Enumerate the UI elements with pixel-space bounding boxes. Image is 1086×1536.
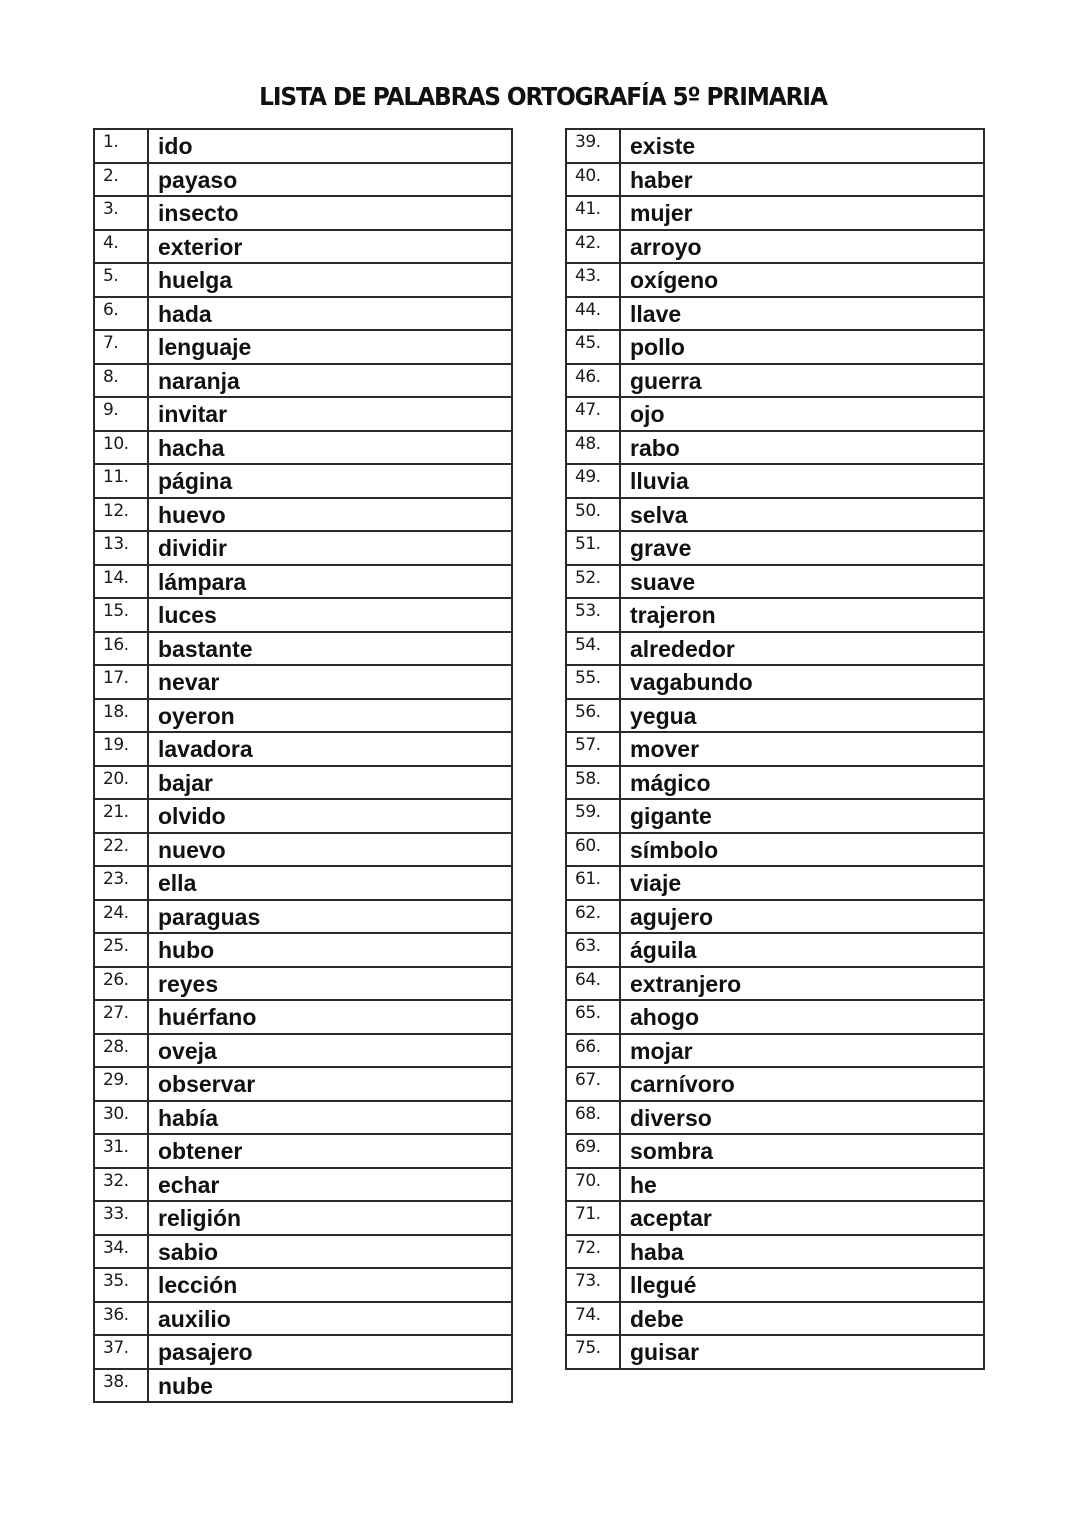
word-number: 27. bbox=[94, 1000, 148, 1034]
word-cell: observar bbox=[148, 1067, 512, 1101]
word-row bbox=[94, 431, 512, 465]
word-row bbox=[566, 967, 984, 1001]
word-number: 61. bbox=[566, 866, 620, 900]
word-cell: pasajero bbox=[148, 1335, 512, 1369]
word-number: 73. bbox=[566, 1268, 620, 1302]
word-cell: mojar bbox=[620, 1034, 984, 1068]
word-cell: alrededor bbox=[620, 632, 984, 666]
word-row bbox=[566, 1168, 984, 1202]
word-row bbox=[566, 498, 984, 532]
word-row bbox=[566, 565, 984, 599]
word-number: 20. bbox=[94, 766, 148, 800]
word-number: 59. bbox=[566, 799, 620, 833]
word-row bbox=[566, 1302, 984, 1336]
word-number: 7. bbox=[94, 330, 148, 364]
word-cell: símbolo bbox=[620, 833, 984, 867]
word-cell: viaje bbox=[620, 866, 984, 900]
word-number: 75. bbox=[566, 1335, 620, 1369]
word-row bbox=[566, 397, 984, 431]
word-row bbox=[94, 129, 512, 163]
word-number: 32. bbox=[94, 1168, 148, 1202]
word-number: 64. bbox=[566, 967, 620, 1001]
word-number: 74. bbox=[566, 1302, 620, 1336]
word-cell: hada bbox=[148, 297, 512, 331]
word-cell: he bbox=[620, 1168, 984, 1202]
word-number: 14. bbox=[94, 565, 148, 599]
word-row bbox=[566, 766, 984, 800]
word-cell: ella bbox=[148, 866, 512, 900]
word-row bbox=[94, 632, 512, 666]
word-row bbox=[94, 1302, 512, 1336]
word-row bbox=[94, 1369, 512, 1403]
word-number: 16. bbox=[94, 632, 148, 666]
word-number: 70. bbox=[566, 1168, 620, 1202]
word-row bbox=[94, 196, 512, 230]
word-cell: lámpara bbox=[148, 565, 512, 599]
word-row bbox=[94, 397, 512, 431]
word-number: 36. bbox=[94, 1302, 148, 1336]
word-cell: grave bbox=[620, 531, 984, 565]
word-cell: vagabundo bbox=[620, 665, 984, 699]
word-number: 60. bbox=[566, 833, 620, 867]
word-row bbox=[566, 163, 984, 197]
word-row bbox=[566, 263, 984, 297]
word-number: 11. bbox=[94, 464, 148, 498]
word-cell: sabio bbox=[148, 1235, 512, 1269]
word-number: 69. bbox=[566, 1134, 620, 1168]
word-number: 52. bbox=[566, 565, 620, 599]
word-number: 9. bbox=[94, 397, 148, 431]
word-number: 26. bbox=[94, 967, 148, 1001]
word-cell: haba bbox=[620, 1235, 984, 1269]
word-cell: oyeron bbox=[148, 699, 512, 733]
word-cell: olvido bbox=[148, 799, 512, 833]
word-number: 50. bbox=[566, 498, 620, 532]
word-cell: nube bbox=[148, 1369, 512, 1403]
word-number: 13. bbox=[94, 531, 148, 565]
word-row bbox=[566, 665, 984, 699]
word-cell: oxígeno bbox=[620, 263, 984, 297]
word-cell: nuevo bbox=[148, 833, 512, 867]
word-row bbox=[94, 866, 512, 900]
word-number: 66. bbox=[566, 1034, 620, 1068]
word-cell: huérfano bbox=[148, 1000, 512, 1034]
word-cell: luces bbox=[148, 598, 512, 632]
word-number: 5. bbox=[94, 263, 148, 297]
word-cell: carnívoro bbox=[620, 1067, 984, 1101]
word-cell: bastante bbox=[148, 632, 512, 666]
word-number: 63. bbox=[566, 933, 620, 967]
word-row bbox=[566, 364, 984, 398]
word-row bbox=[94, 163, 512, 197]
page-title: LISTA DE PALABRAS ORTOGRAFÍA 5º PRIMARIA bbox=[259, 82, 827, 111]
word-cell: debe bbox=[620, 1302, 984, 1336]
word-row bbox=[566, 1335, 984, 1369]
word-number: 2. bbox=[94, 163, 148, 197]
word-cell: diverso bbox=[620, 1101, 984, 1135]
word-number: 51. bbox=[566, 531, 620, 565]
word-cell: ido bbox=[148, 129, 512, 163]
word-cell: mujer bbox=[620, 196, 984, 230]
word-number: 53. bbox=[566, 598, 620, 632]
word-row bbox=[566, 196, 984, 230]
word-row bbox=[566, 330, 984, 364]
word-row bbox=[566, 297, 984, 331]
word-number: 21. bbox=[94, 799, 148, 833]
word-cell: dividir bbox=[148, 531, 512, 565]
word-cell: huelga bbox=[148, 263, 512, 297]
word-cell: agujero bbox=[620, 900, 984, 934]
word-cell: bajar bbox=[148, 766, 512, 800]
word-number: 44. bbox=[566, 297, 620, 331]
word-number: 3. bbox=[94, 196, 148, 230]
word-cell: invitar bbox=[148, 397, 512, 431]
word-cell: página bbox=[148, 464, 512, 498]
word-cell: exterior bbox=[148, 230, 512, 264]
word-row bbox=[566, 1201, 984, 1235]
word-row bbox=[94, 1268, 512, 1302]
word-row bbox=[94, 297, 512, 331]
word-number: 43. bbox=[566, 263, 620, 297]
word-number: 33. bbox=[94, 1201, 148, 1235]
word-cell: trajeron bbox=[620, 598, 984, 632]
word-cell: mover bbox=[620, 732, 984, 766]
word-number: 23. bbox=[94, 866, 148, 900]
word-cell: guerra bbox=[620, 364, 984, 398]
word-cell: lección bbox=[148, 1268, 512, 1302]
word-cell: huevo bbox=[148, 498, 512, 532]
word-number: 22. bbox=[94, 833, 148, 867]
word-number: 67. bbox=[566, 1067, 620, 1101]
word-cell: mágico bbox=[620, 766, 984, 800]
word-row bbox=[94, 1034, 512, 1068]
word-row bbox=[566, 833, 984, 867]
word-cell: guisar bbox=[620, 1335, 984, 1369]
word-cell: yegua bbox=[620, 699, 984, 733]
word-number: 19. bbox=[94, 732, 148, 766]
word-row bbox=[94, 833, 512, 867]
word-cell: existe bbox=[620, 129, 984, 163]
word-row bbox=[566, 632, 984, 666]
word-cell: haber bbox=[620, 163, 984, 197]
word-number: 12. bbox=[94, 498, 148, 532]
word-row bbox=[94, 1000, 512, 1034]
word-cell: oveja bbox=[148, 1034, 512, 1068]
word-number: 58. bbox=[566, 766, 620, 800]
word-row bbox=[566, 230, 984, 264]
word-number: 41. bbox=[566, 196, 620, 230]
word-number: 25. bbox=[94, 933, 148, 967]
word-number: 17. bbox=[94, 665, 148, 699]
word-number: 38. bbox=[94, 1369, 148, 1403]
word-row bbox=[566, 129, 984, 163]
word-number: 72. bbox=[566, 1235, 620, 1269]
word-number: 62. bbox=[566, 900, 620, 934]
word-row bbox=[94, 364, 512, 398]
word-number: 68. bbox=[566, 1101, 620, 1135]
word-cell: obtener bbox=[148, 1134, 512, 1168]
word-cell: ojo bbox=[620, 397, 984, 431]
word-row bbox=[94, 230, 512, 264]
word-cell: echar bbox=[148, 1168, 512, 1202]
word-row bbox=[94, 732, 512, 766]
word-number: 28. bbox=[94, 1034, 148, 1068]
word-row bbox=[94, 933, 512, 967]
word-number: 35. bbox=[94, 1268, 148, 1302]
word-row bbox=[94, 1235, 512, 1269]
word-row bbox=[94, 1101, 512, 1135]
word-row bbox=[94, 531, 512, 565]
word-row bbox=[94, 1134, 512, 1168]
word-number: 18. bbox=[94, 699, 148, 733]
word-row bbox=[94, 1067, 512, 1101]
word-cell: extranjero bbox=[620, 967, 984, 1001]
word-number: 54. bbox=[566, 632, 620, 666]
word-row bbox=[566, 1134, 984, 1168]
word-number: 8. bbox=[94, 364, 148, 398]
word-row bbox=[94, 263, 512, 297]
word-number: 65. bbox=[566, 1000, 620, 1034]
word-cell: había bbox=[148, 1101, 512, 1135]
word-number: 10. bbox=[94, 431, 148, 465]
word-cell: auxilio bbox=[148, 1302, 512, 1336]
word-number: 6. bbox=[94, 297, 148, 331]
word-row bbox=[94, 766, 512, 800]
word-row bbox=[566, 799, 984, 833]
word-table-left-body bbox=[94, 129, 512, 1402]
word-number: 57. bbox=[566, 732, 620, 766]
word-row bbox=[94, 900, 512, 934]
word-cell: águila bbox=[620, 933, 984, 967]
word-row bbox=[566, 1067, 984, 1101]
word-row bbox=[94, 1335, 512, 1369]
word-cell: lenguaje bbox=[148, 330, 512, 364]
word-number: 31. bbox=[94, 1134, 148, 1168]
word-row bbox=[94, 1201, 512, 1235]
word-row bbox=[94, 598, 512, 632]
word-cell: paraguas bbox=[148, 900, 512, 934]
word-cell: naranja bbox=[148, 364, 512, 398]
word-number: 56. bbox=[566, 699, 620, 733]
word-row bbox=[94, 699, 512, 733]
word-number: 34. bbox=[94, 1235, 148, 1269]
word-row bbox=[94, 498, 512, 532]
word-cell: suave bbox=[620, 565, 984, 599]
word-cell: insecto bbox=[148, 196, 512, 230]
word-cell: lluvia bbox=[620, 464, 984, 498]
word-number: 55. bbox=[566, 665, 620, 699]
word-number: 24. bbox=[94, 900, 148, 934]
word-number: 46. bbox=[566, 364, 620, 398]
word-cell: gigante bbox=[620, 799, 984, 833]
word-row bbox=[566, 1268, 984, 1302]
word-number: 47. bbox=[566, 397, 620, 431]
word-number: 15. bbox=[94, 598, 148, 632]
word-row bbox=[566, 598, 984, 632]
word-number: 40. bbox=[566, 163, 620, 197]
word-cell: aceptar bbox=[620, 1201, 984, 1235]
word-row bbox=[566, 866, 984, 900]
word-cell: ahogo bbox=[620, 1000, 984, 1034]
word-cell: religión bbox=[148, 1201, 512, 1235]
word-number: 1. bbox=[94, 129, 148, 163]
word-number: 49. bbox=[566, 464, 620, 498]
word-row bbox=[94, 665, 512, 699]
word-cell: arroyo bbox=[620, 230, 984, 264]
word-row bbox=[566, 900, 984, 934]
word-table-left bbox=[93, 128, 513, 1403]
word-cell: selva bbox=[620, 498, 984, 532]
word-number: 48. bbox=[566, 431, 620, 465]
word-number: 30. bbox=[94, 1101, 148, 1135]
word-number: 37. bbox=[94, 1335, 148, 1369]
word-cell: hacha bbox=[148, 431, 512, 465]
word-row bbox=[566, 531, 984, 565]
word-row bbox=[94, 799, 512, 833]
word-row bbox=[566, 1235, 984, 1269]
word-number: 42. bbox=[566, 230, 620, 264]
word-cell: lavadora bbox=[148, 732, 512, 766]
word-row bbox=[566, 732, 984, 766]
word-cell: llave bbox=[620, 297, 984, 331]
word-number: 39. bbox=[566, 129, 620, 163]
word-row bbox=[566, 933, 984, 967]
word-cell: rabo bbox=[620, 431, 984, 465]
word-table-right-body bbox=[566, 129, 984, 1369]
word-row bbox=[94, 464, 512, 498]
word-cell: llegué bbox=[620, 1268, 984, 1302]
word-row bbox=[566, 1101, 984, 1135]
word-row bbox=[94, 1168, 512, 1202]
word-cell: nevar bbox=[148, 665, 512, 699]
word-table-right bbox=[565, 128, 985, 1370]
word-row bbox=[94, 330, 512, 364]
word-row bbox=[566, 1034, 984, 1068]
word-cell: hubo bbox=[148, 933, 512, 967]
word-row bbox=[566, 464, 984, 498]
word-row bbox=[94, 967, 512, 1001]
word-number: 71. bbox=[566, 1201, 620, 1235]
word-number: 29. bbox=[94, 1067, 148, 1101]
word-cell: sombra bbox=[620, 1134, 984, 1168]
word-cell: reyes bbox=[148, 967, 512, 1001]
word-row bbox=[566, 1000, 984, 1034]
word-cell: pollo bbox=[620, 330, 984, 364]
word-row bbox=[566, 699, 984, 733]
word-number: 4. bbox=[94, 230, 148, 264]
word-row bbox=[94, 565, 512, 599]
word-cell: payaso bbox=[148, 163, 512, 197]
word-number: 45. bbox=[566, 330, 620, 364]
word-row bbox=[566, 431, 984, 465]
